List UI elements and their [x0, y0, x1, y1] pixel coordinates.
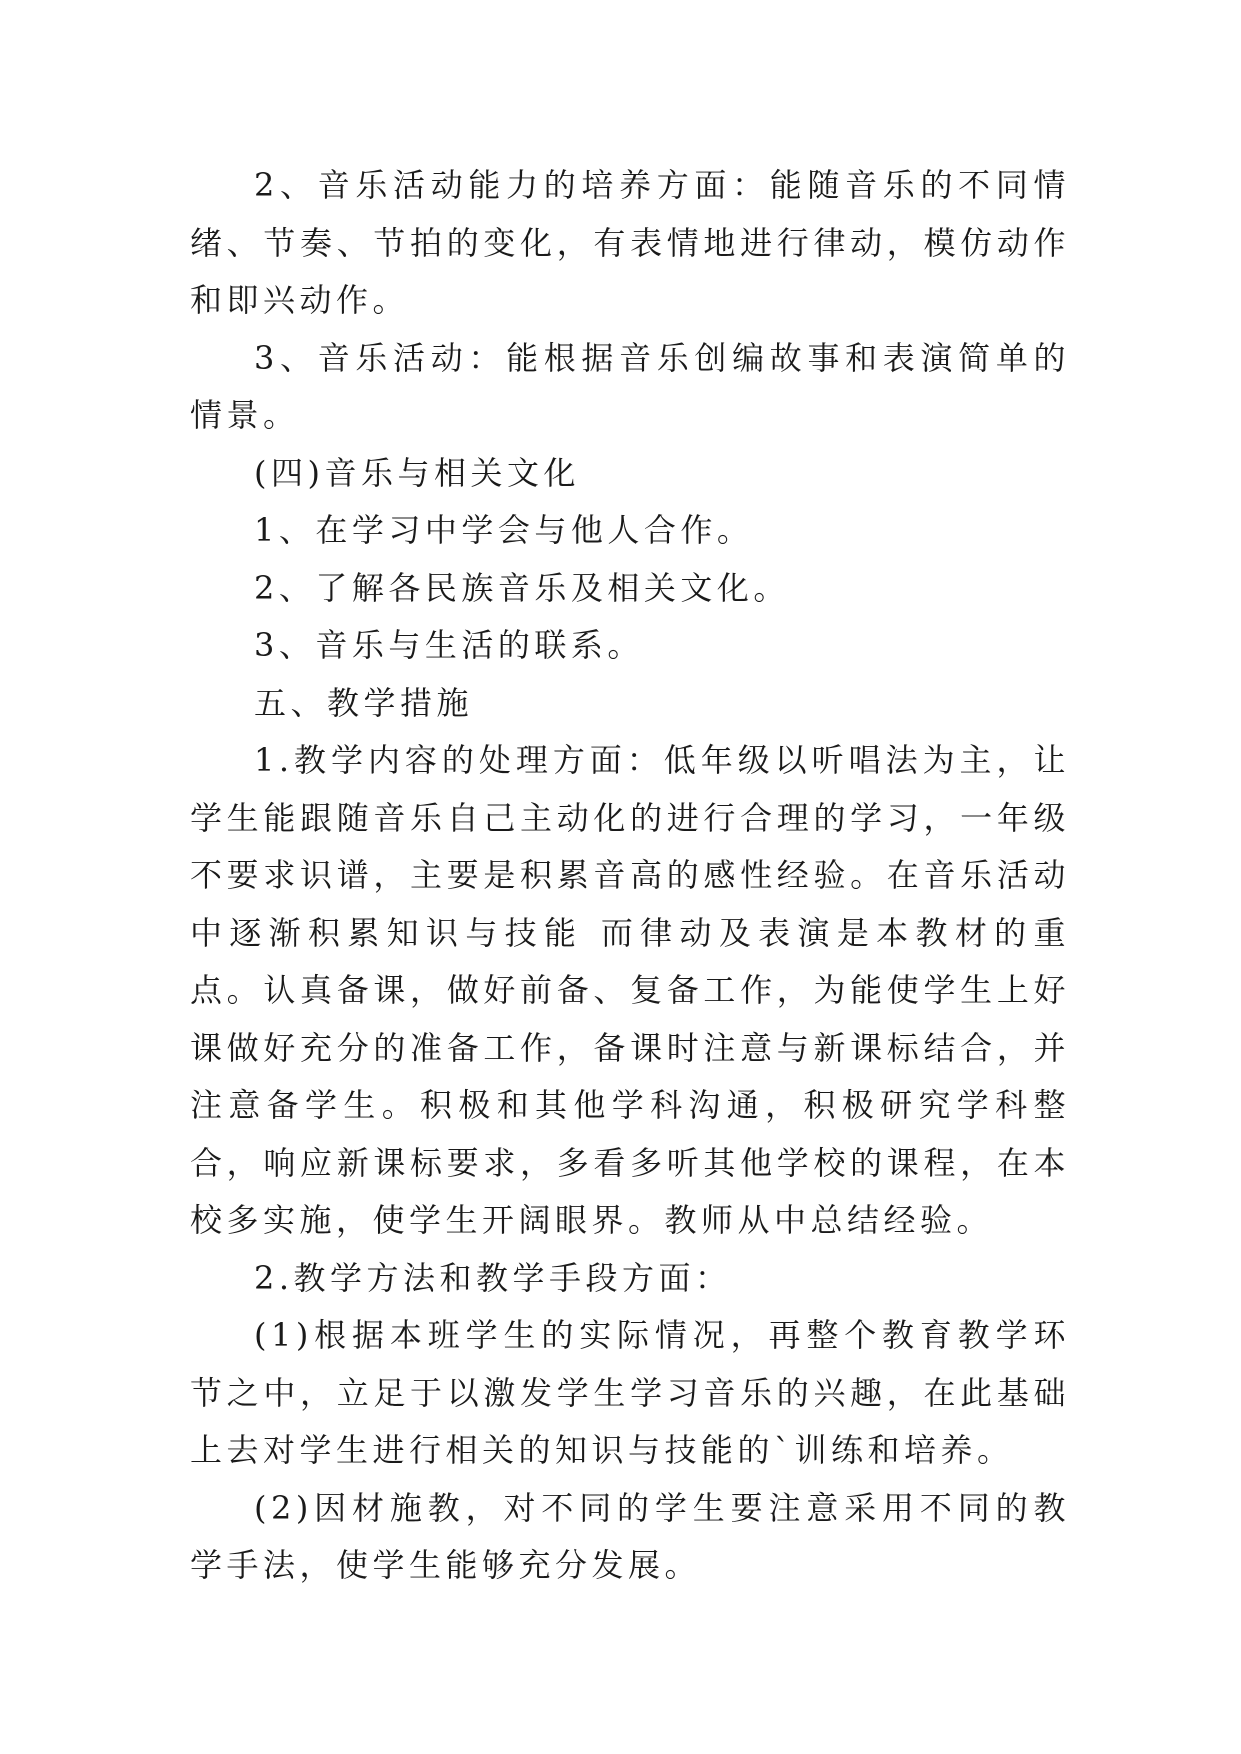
paragraph-music-activity-ability: 2、音乐活动能力的培养方面：能随音乐的不同情绪、节奏、节拍的变化，有表情地进行律动，模仿动作和即兴动作。 — [190, 166, 1070, 319]
paragraph-music-activity: 3、音乐活动：能根据音乐创编故事和表演简单的情景。 — [190, 338, 1070, 434]
document-body — [190, 157, 1070, 1595]
section-heading-teaching-measures: 五、教学措施 — [254, 683, 474, 722]
paragraph-method-interest: (1)根据本班学生的实际情况，再整个教育教学环节之中，立足于以激发学生学习音乐的兴趣，在此基础上去对学生进行相关的知识与技能的`训练和培养。 — [190, 1316, 1070, 1469]
list-item-ethnic-music: 2、了解各民族音乐及相关文化。 — [254, 568, 790, 607]
list-item-music-life: 3、音乐与生活的联系。 — [254, 626, 644, 664]
subheading-teaching-methods: 2.教学方法和教学手段方面： — [254, 1258, 732, 1297]
section-heading-music-culture: (四)音乐与相关文化 — [254, 453, 580, 492]
paragraph-teaching-content: 1.教学内容的处理方面：低年级以听唱法为主，让学生能跟随音乐自己主动化的进行合理的学习，一年级不要求识谱，主要是积累音高的感性经验。在音乐活动中逐渐积累知识与技能 而律动及表演是本教材的重点。认真备课，做好前备、复备工作，为能使学生上好课做好充分的准备工作，备课时注意与新课标结合，并注意备学生。积极和其他学科沟通，积极研究学科整合，响应新课标要求，多看多听其他学校的课程，在本校多实施，使学生开阔眼界。教师从中总结经验。 — [190, 741, 1070, 1239]
list-item-cooperation: 1、在学习中学会与他人合作。 — [254, 511, 754, 549]
paragraph-method-individual: (2)因材施教，对不同的学生要注意采用不同的教学手法，使学生能够充分发展。 — [190, 1488, 1070, 1584]
